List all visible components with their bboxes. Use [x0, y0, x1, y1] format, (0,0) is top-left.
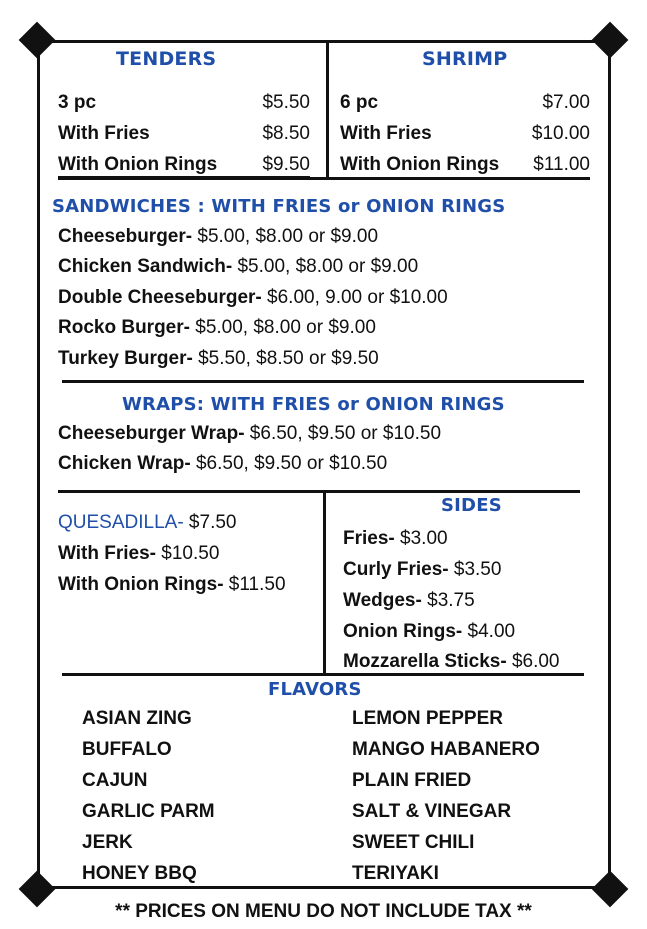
wrap-name: Cheeseburger Wrap-: [58, 423, 245, 444]
shrimp-item-price: $7.00: [542, 92, 590, 113]
sandwich-item: [58, 348, 379, 370]
flavor-item: PLAIN FRIED: [352, 770, 472, 791]
side-name: Onion Rings-: [343, 621, 463, 642]
divider-below-tenders: [58, 177, 590, 180]
wrap-name: Chicken Wrap-: [58, 453, 191, 474]
flavor-item: BUFFALO: [82, 739, 172, 760]
tenders-item-price: $8.50: [262, 123, 310, 144]
flavor-item: GARLIC PARM: [82, 801, 215, 822]
shrimp-heading: SHRIMP: [422, 48, 508, 70]
wrap-item: [58, 423, 441, 445]
sandwich-name: Cheeseburger-: [58, 226, 193, 247]
shrimp-item-label: With Fries: [340, 123, 432, 144]
sandwich-item: [58, 226, 378, 248]
flavor-item: TERIYAKI: [352, 863, 439, 884]
side-item: [343, 590, 475, 612]
flavor-item: CAJUN: [82, 770, 148, 791]
sandwich-name: Chicken Sandwich-: [58, 256, 233, 277]
flavor-item: SWEET CHILI: [352, 832, 475, 853]
tenders-item-price: $5.50: [262, 92, 310, 113]
side-name: Fries-: [343, 528, 395, 549]
side-item: [343, 651, 560, 673]
tax-note: ** PRICES ON MENU DO NOT INCLUDE TAX **: [115, 901, 532, 922]
wrap-prices: $6.50, $9.50 or $10.50: [190, 453, 388, 474]
shrimp-item-label: 6 pc: [340, 92, 379, 113]
side-name: Curly Fries-: [343, 559, 449, 580]
quesadilla-item: [58, 512, 236, 534]
side-price: $3.00: [394, 528, 448, 549]
sandwich-prices: $5.50, $8.50 or $9.50: [192, 348, 379, 369]
quesadilla-prices: $11.50: [223, 574, 286, 595]
tenders-item-label: 3 pc: [58, 92, 97, 113]
sandwich-item: [58, 256, 418, 278]
side-item: [343, 621, 515, 643]
quesadilla-sides-divider: [323, 490, 326, 674]
wraps-heading: WRAPS: WITH FRIES or ONION RINGS: [122, 394, 505, 415]
quesadilla-prices: $10.50: [156, 543, 220, 564]
flavor-item: HONEY BBQ: [82, 863, 197, 884]
flavor-item: SALT & VINEGAR: [352, 801, 512, 822]
flavor-item: JERK: [82, 832, 133, 853]
side-price: $6.00: [506, 651, 560, 672]
divider-below-sandwiches: [62, 380, 584, 383]
side-name: Mozzarella Sticks-: [343, 651, 507, 672]
side-price: $3.75: [421, 590, 475, 611]
sandwiches-heading: SANDWICHES : WITH FRIES or ONION RINGS: [52, 196, 506, 217]
sandwich-item: [58, 317, 376, 339]
quesadilla-name: QUESADILLA-: [58, 512, 184, 533]
quesadilla-name: With Fries-: [58, 543, 156, 564]
tenders-shrimp-divider: [326, 42, 329, 178]
tenders-item-label: With Onion Rings: [58, 154, 218, 175]
sandwich-name: Rocko Burger-: [58, 317, 190, 338]
flavor-item: MANGO HABANERO: [352, 739, 540, 760]
flavor-item: ASIAN ZING: [82, 708, 192, 729]
quesadilla-item: [58, 574, 286, 596]
side-name: Wedges-: [343, 590, 422, 611]
quesadilla-item: [58, 543, 219, 565]
tenders-item-price: $9.50: [262, 154, 310, 175]
shrimp-item-label: With Onion Rings: [340, 154, 500, 175]
shrimp-item-price: $11.00: [533, 154, 590, 175]
side-price: $4.00: [462, 621, 516, 642]
side-price: $3.50: [448, 559, 502, 580]
tenders-heading: TENDERS: [116, 48, 217, 70]
divider-below-wraps: [58, 490, 580, 493]
quesadilla-prices: $7.50: [183, 512, 237, 533]
wrap-item: [58, 453, 387, 475]
flavor-item: LEMON PEPPER: [352, 708, 503, 729]
quesadilla-name: With Onion Rings-: [58, 574, 224, 595]
tenders-item-label: With Fries: [58, 123, 150, 144]
sandwich-prices: $5.00, $8.00 or $9.00: [192, 226, 379, 247]
shrimp-item-price: $10.00: [531, 123, 590, 144]
sandwich-prices: $6.00, 9.00 or $10.00: [261, 287, 448, 308]
sandwich-name: Turkey Burger-: [58, 348, 193, 369]
sandwich-name: Double Cheeseburger-: [58, 287, 262, 308]
side-item: [343, 528, 448, 550]
side-item: [343, 559, 501, 581]
sides-heading: SIDES: [441, 495, 502, 516]
wrap-prices: $6.50, $9.50 or $10.50: [244, 423, 442, 444]
sandwich-prices: $5.00, $8.00 or $9.00: [189, 317, 376, 338]
flavors-heading: FLAVORS: [268, 679, 362, 700]
divider-above-flavors: [62, 673, 584, 676]
sandwich-item: [58, 287, 448, 309]
sandwich-prices: $5.00, $8.00 or $9.00: [232, 256, 419, 277]
